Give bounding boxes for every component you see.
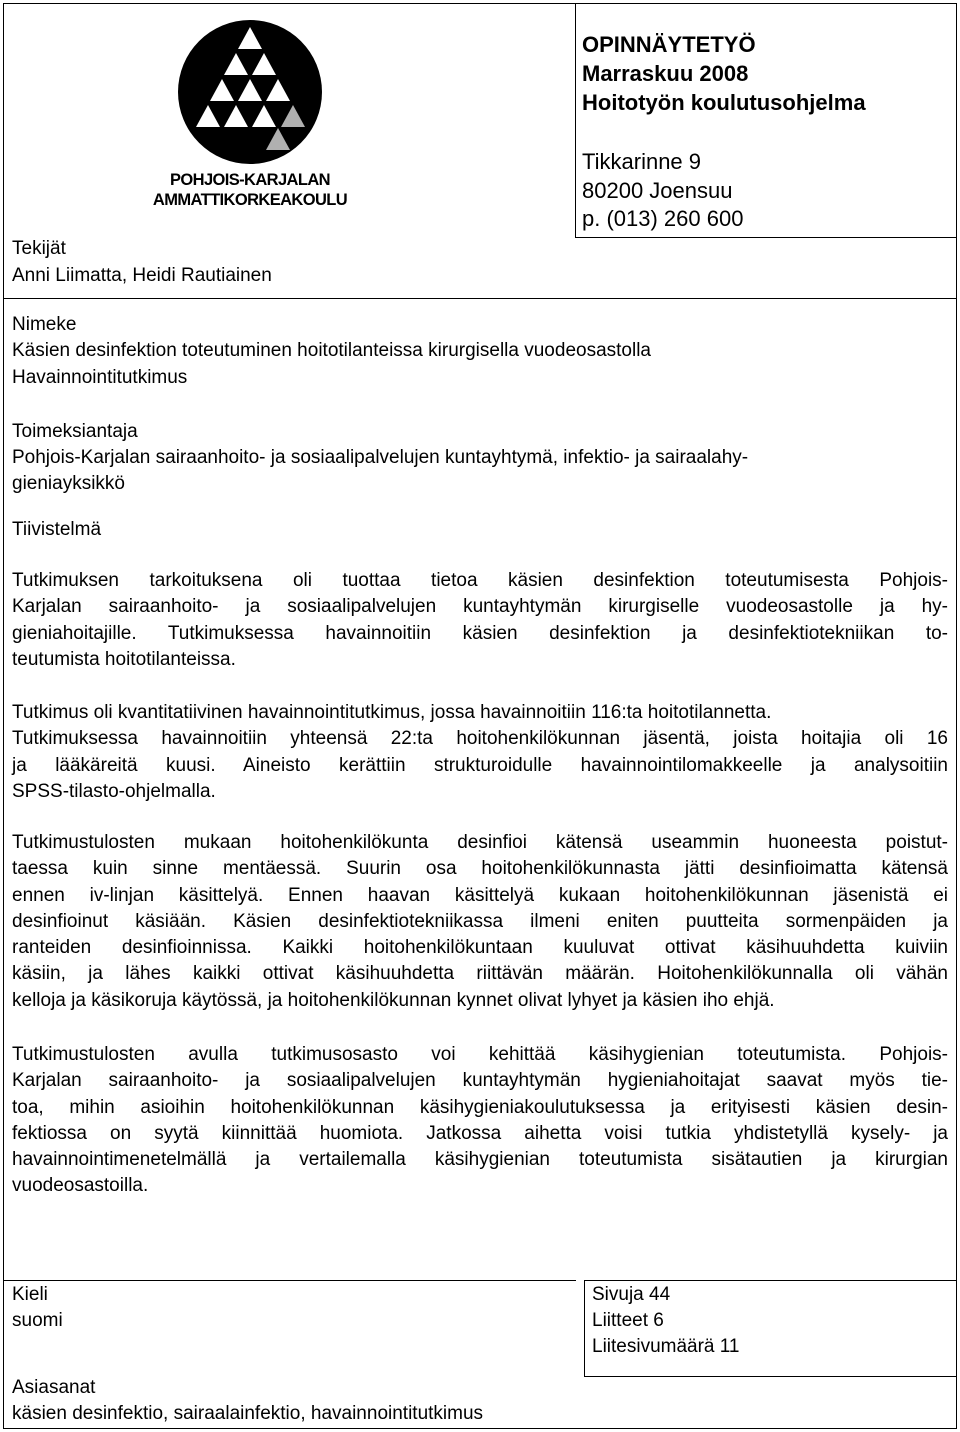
abstract-paragraph-4 [12, 1042, 948, 1200]
abstract-line: gieniahoitajille. Tutkimuksessa havainnoitiin käsien desinfektion ja desinfektiotekniikan to- [12, 622, 948, 644]
header-bottom-line [575, 237, 957, 238]
appendix-page-count: Liitesivumäärä 11 [592, 1336, 740, 1357]
doc-date: Marraskuu 2008 [582, 61, 749, 86]
title-line2: Havainnointitutkimus [12, 367, 188, 388]
commissioner-line1: Pohjois-Karjalan sairaanhoito- ja sosiaalipalvelujen kuntayhtymä, infektio- ja sairaalahy- [12, 447, 749, 468]
abstract-paragraph-2 [12, 700, 948, 805]
abstract-line: havainnointimenetelmällä ja vertailemalla käsihygienian toteutumista sisätautien ja kirurgian [12, 1149, 948, 1171]
abstract-line: Tutkimustulosten mukaan hoitohenkilökunta desinfioi kätensä useammin huoneesta poistut- [12, 832, 948, 853]
abstract-line: käsiin, ja lähes kaikki ottivat käsihuuhdetta riittävän määrän. Hoitohenkilökunnalla oli vähän [12, 963, 948, 985]
authors-value: Anni Liimatta, Heidi Rautiainen [12, 265, 272, 286]
degree-program: Hoitotyön koulutusohjelma [582, 90, 866, 115]
abstract-line: Tutkimustulosten avulla tutkimusosasto voi kehittää käsihygienian toteutumista. Pohjois- [12, 1044, 948, 1065]
abstract-line: kelloja ja käsikoruja käytössä, ja hoitohenkilökunnan kynnet olivat lyhyet ja käsien iho ehjä. [12, 989, 775, 1011]
keywords-value: käsien desinfektio, sairaalainfektio, havainnointitutkimus [12, 1403, 484, 1424]
abstract-line: ranteiden desinfioinnissa. Kaikki hoitohenkilökuntaan kuuluvat ottivat käsihuuhdetta kuiviin [12, 937, 948, 959]
abstract-label: Tiivistelmä [12, 519, 102, 540]
keywords-label: Asiasanat [12, 1377, 96, 1398]
footer-top-line-right [584, 1280, 957, 1281]
commissioner-label: Toimeksiantaja [12, 421, 138, 442]
address-city: 80200 Joensuu [582, 178, 733, 203]
abstract-line: ennen iv-linjan käsittelyä. Ennen haavan käsittelyä kukaan hoitohenkilökunnan jäsenistä ei [12, 884, 948, 906]
header-divider [575, 3, 576, 237]
title-line1: Käsien desinfektion toteutuminen hoitotilanteissa kirurgisella vuodeosastolla [12, 340, 651, 361]
doc-type: OPINNÄYTETYÖ [582, 32, 756, 57]
commissioner-line2: gieniayksikkö [12, 473, 125, 494]
abstract-line: Karjalan sairaanhoito- ja sosiaalipalvelujen kuntayhtymän kirurgiselle vuodeosastolle ja hy- [12, 596, 948, 618]
authors-label: Tekijät [12, 238, 66, 259]
abstract-line: Tutkimuksessa havainnoitiin yhteensä 22:ta hoitohenkilökunnan jäsentä, joista hoitajia oli 16 [12, 728, 948, 750]
abstract-line: Tutkimuksen tarkoituksena oli tuottaa tietoa käsien desinfektion toteutumisesta Pohjois- [12, 570, 948, 591]
abstract-line: fektiossa on syytä kiinnittää huomiota. Jatkossa aihetta voisi tutkia yhdistetyllä kysely- ja [12, 1122, 948, 1144]
abstract-line: toa, mihin asioihin hoitohenkilökunnan käsihygieniakoulutuksessa ja erityisesti käsien desin- [12, 1096, 948, 1118]
abstract-line: ja lääkäreitä kuusi. Aineisto kerättiin strukturoidulle havainnointilomakkeelle ja analysoitiin [12, 754, 948, 776]
abstract-paragraph-1 [12, 568, 948, 673]
abstract-line: Karjalan sairaanhoito- ja sosiaalipalvelujen kuntayhtymän hygieniahoitajat saavat myös tie- [12, 1070, 948, 1092]
abstract-line: vuodeosastoilla. [12, 1175, 149, 1197]
triangle-logo-icon [150, 20, 350, 170]
abstract-line: teutumista hoitotilanteissa. [12, 648, 236, 670]
language-label: Kieli [12, 1284, 48, 1305]
school-logo [150, 20, 350, 220]
address-street: Tikkarinne 9 [582, 149, 702, 174]
footer-divider [584, 1280, 585, 1376]
authors-bottom-line [3, 298, 957, 299]
abstract-line: SPSS-tilasto-ohjelmalla. [12, 780, 216, 802]
title-label: Nimeke [12, 314, 77, 335]
page-count: Sivuja 44 [592, 1284, 671, 1305]
appendix-count: Liitteet 6 [592, 1310, 664, 1331]
footer-mid-line [584, 1376, 957, 1377]
abstract-paragraph-3 [12, 830, 948, 1014]
logo-text-line1: POHJOIS-KARJALAN [169, 171, 330, 189]
abstract-line: desinfioinut käsiään. Käsien desinfektiotekniikassa ilmeni eniten puutteita sormenpäiden ja [12, 910, 948, 932]
abstract-line: taessa kuin sinne mentäessä. Suurin osa hoitohenkilökunnasta jätti desinfioimatta kätensä [12, 858, 948, 880]
logo-text-line2: AMMATTIKORKEAKOULU [152, 191, 348, 209]
abstract-line: Tutkimus oli kvantitatiivinen havainnointitutkimus, jossa havainnoitiin 116:ta hoitotilannetta. [12, 702, 772, 723]
language-value: suomi [12, 1310, 63, 1331]
phone-number: p. (013) 260 600 [582, 206, 744, 231]
